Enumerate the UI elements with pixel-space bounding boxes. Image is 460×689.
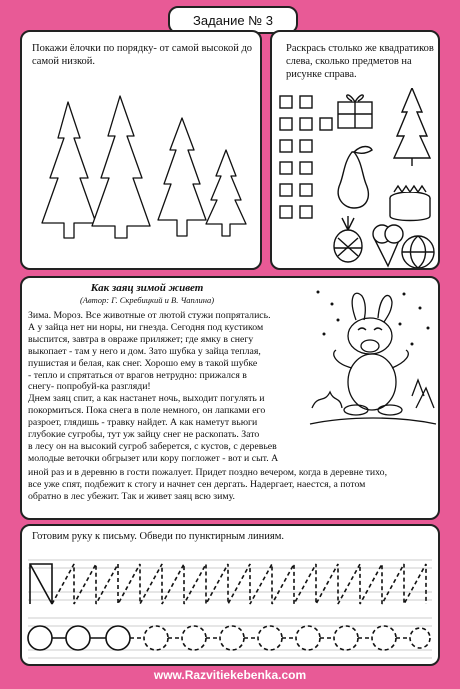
gift-box-icon [338, 95, 372, 128]
story-line: выкопает - там у него и дом. Зато шубка у зайца теплая, [28, 345, 261, 357]
ball-icon [402, 236, 434, 268]
zigzag-solid [30, 564, 52, 604]
story-line: Зима. Мороз. Все животные от лютой стужи попрятались. [28, 310, 271, 321]
zigzag-dashed [52, 564, 426, 604]
fir-tree-icon [394, 88, 430, 166]
circles-solid [28, 626, 130, 650]
story-line: покормиться. Пока снега в поле немного, он лапками его [28, 405, 266, 417]
story-line: выспится, завтра в овраже приляжет; где ямку в снегу [28, 333, 254, 345]
tracing-lines [22, 546, 438, 666]
handwriting-instruction: Готовим руку к письму. Обведи по пунктирным линиям. [32, 531, 284, 542]
story-line: все уже спят, подбежит к стогу и начнет сен дергать. Надергает, наестся, а потом [28, 478, 366, 490]
square-grid [280, 96, 332, 218]
story-line: обратно в лес убежит. Так и живет заяц всю зиму. [28, 490, 235, 502]
handwriting-panel [20, 524, 440, 666]
story-title: Как заяц зимой живет [90, 282, 204, 294]
story-line: пушистая и белая, как снег. Хорошо ему в такой шубке [28, 357, 258, 369]
trees-panel [20, 30, 262, 270]
story-line: А у зайца нет ни норы, ни гнезда. Сегодня под кустиком [28, 321, 264, 333]
trees-instruction: Покажи ёлочки по порядку- от самой высокой до самой низкой. [32, 43, 253, 67]
story-line: - тепло и спрятаться от врагов нетрудно: прижался в [28, 369, 247, 381]
footer-site-link[interactable]: www.Razvitiekebenka.com [153, 668, 307, 682]
story-line: снегу- попробуй-ка разгляди! [28, 381, 151, 393]
story-panel [20, 276, 440, 520]
pear-icon [338, 147, 372, 209]
story-text-wrapped [28, 310, 318, 465]
story-line: молодые веточки обгрызет или кору погложет - вот и сыт. А [28, 452, 279, 464]
story-line: глубокие сугробы, тут уж зайцу снег не раскопать. Зато [28, 429, 260, 441]
fir-trees-illustration [22, 78, 260, 268]
story-line: разроет, глядишь - травку найдет. А как наметут вьюги [28, 417, 258, 429]
story-line: в лесу он на высокий сугроб заберется, с кустов, с деревьев [28, 440, 277, 452]
story-author: (Автор: Г. Скребицкий и В. Чаплина) [79, 295, 215, 305]
task-title: Задание № 3 [168, 6, 298, 34]
squares-panel [270, 30, 440, 270]
hare-icon [334, 293, 409, 415]
circles-dashed [130, 626, 430, 650]
tree-4-icon [206, 150, 246, 236]
story-line: Днем заяц спит, а как настанет ночь, выходит погулять и [28, 393, 265, 405]
squares-instruction: Раскрась столько же квадратиков слева, сколько предметов на рисунке справа. [286, 43, 434, 80]
hare-illustration [308, 284, 438, 434]
ice-cream-icon [373, 225, 403, 266]
story-line: иной раз и в деревню в гости пожалует. Придет поздно вечером, когда в деревне тихо, [28, 466, 388, 478]
snowy-bushes-icon [310, 380, 436, 424]
counting-illustration [272, 88, 438, 268]
tree-1-icon [42, 102, 96, 238]
story-text-full [28, 467, 436, 503]
cake-icon [390, 186, 430, 221]
tree-2-icon [92, 96, 150, 238]
tree-3-icon [158, 118, 206, 236]
pineapple-icon [334, 216, 362, 262]
